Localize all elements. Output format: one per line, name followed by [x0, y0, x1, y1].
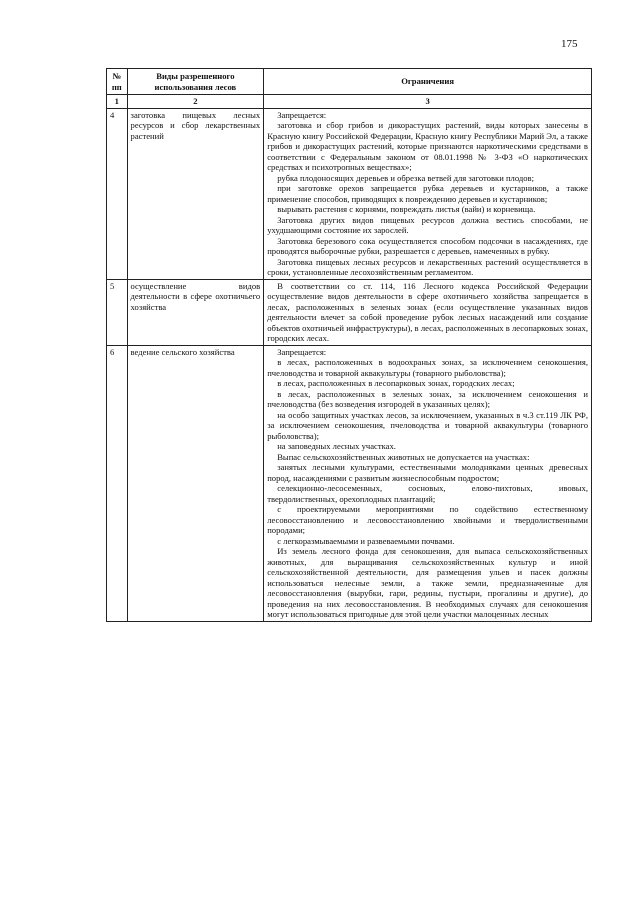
restriction-paragraph: рубка плодоносящих деревьев и обрезка ветвей для заготовки плодов;: [277, 172, 535, 183]
restriction-paragraph: в лесах, расположенных в лесопарковых зонах, городских лесах;: [277, 378, 515, 388]
row-number: 5: [107, 279, 128, 345]
restriction-paragraph: Заготовка березового сока осуществляется способом подсочки в насаждениях, где проводятся выборочные рубки, разрешается с деревьев, намеченных в рубку.: [267, 235, 588, 256]
restrictions-table: [106, 68, 592, 622]
restriction-paragraph: Заготовка пищевых лесных ресурсов и лекарственных растений осуществляется в сроки, установленные лесохозяйственным регламентом.: [267, 256, 588, 277]
column-number: 1: [107, 95, 128, 109]
table-header-row: [107, 69, 592, 95]
use-kind: заготовка пищевых лесных ресурсов и сбор лекарственных растений: [127, 108, 264, 279]
table-row: [107, 345, 592, 621]
use-kind: осуществление видов деятельности в сфере охотничьего хозяйства: [127, 279, 264, 345]
restriction-paragraph: в лесах, расположенных в водоохраных зонах, за исключением сенокошения, пчеловодства и товарной аквакультуры (товарного рыболовства);: [267, 357, 588, 378]
restriction-paragraph: вырывать растения с корнями, повреждать листья (вайи) и корневища.: [277, 204, 536, 214]
restriction-paragraph: занятых лесными культурами, естественными молодняками ценных древесных пород, насаждениями с развитым жизнеспособным подростом;: [267, 462, 588, 483]
restriction-paragraph: селекционно-лесосеменных, сосновых, елово-пихтовых, ивовых, твердолиственных, орехоплодных плантаций;: [267, 483, 588, 504]
restriction-paragraph: В соответствии со ст. 114, 116 Лесного кодекса Российской Федерации осуществление видов деятельности в сфере охотничьего хозяйства запрещается в лесах, расположенных в зеленых зонах (если осуществление указанных видов деятельности влечет за собой проведение рубок лесных насаждений или создание объектов охотничьей инфраструктуры), в лесах, расположенных в лесопарковых зонах, городских лесах.: [267, 280, 588, 343]
table-body: [107, 108, 592, 621]
header-kind: Виды разрешенного использования лесов: [127, 69, 264, 95]
restriction-paragraph: на заповедных лесных участках.: [277, 441, 396, 451]
restriction-paragraph: Запрещается:: [277, 346, 327, 357]
table-row: [107, 108, 592, 279]
restrictions-cell: [264, 345, 592, 621]
restriction-paragraph: в лесах, расположенных в зеленых зонах, за исключением сенокошения и пчеловодства (без возведения изгородей в указанных целях);: [267, 388, 588, 409]
use-kind: ведение сельского хозяйства: [127, 345, 264, 621]
restrictions-cell: [264, 108, 592, 279]
restriction-paragraph: Заготовка других видов пищевых ресурсов должна вестись способами, не ухудшающими состояние их зарослей.: [267, 214, 588, 235]
restriction-paragraph: на особо защитных участках лесов, за исключением, указанных в ч.3 ст.119 ЛК РФ, за исключением сенокошения, пчеловодства и товарной аквакультуры (товарного рыболовства);: [267, 409, 588, 441]
row-number: 6: [107, 345, 128, 621]
restrictions-cell: [264, 279, 592, 345]
header-number: № пп: [107, 69, 128, 95]
column-number: 3: [264, 95, 592, 109]
table-row: [107, 279, 592, 345]
header-restrictions: Ограничения: [264, 69, 592, 95]
column-number-row: [107, 95, 592, 109]
page-number: 175: [561, 38, 578, 50]
restriction-paragraph: с легкоразмываемыми и развеваемыми почвами.: [277, 535, 455, 546]
restriction-paragraph: Из земель лесного фонда для сенокошения, для выпаса сельскохозяйственных животных, для выращивания сельскохозяйственных культур и иной сельскохозяйственной деятельности, для размещения ульев и пасек должны использоваться нелесные земли, а также земли, предназначенные для лесовосстановления (вырубки, гари, редины, пустыри, прогалины и другие), до проведения на них лесовосстановления. В необходимых случаях для сенокошения могут использоваться пригодные для этой цели участки малоценных лесных: [267, 546, 588, 619]
row-number: 4: [107, 108, 128, 279]
restriction-paragraph: Выпас сельскохозяйственных животных не допускается на участках:: [277, 451, 530, 462]
restriction-paragraph: заготовка и сбор грибов и дикорастущих растений, виды которых занесены в Красную книгу Российской Федерации, Красную книгу Республики Марий Эл, а также грибов и дикорастущих растений, которые признаются наркотическими средствами в соответствии с Федеральным законом от 08.01.1998 № 3-ФЗ «О наркотических средствах и психотропных веществах»;: [267, 120, 588, 172]
column-number: 2: [127, 95, 264, 109]
restriction-paragraph: Запрещается:: [277, 109, 327, 120]
restriction-paragraph: при заготовке орехов запрещается рубка деревьев и кустарников, а также применение способов, приводящих к повреждению деревьев и кустарников;: [267, 183, 588, 204]
restriction-paragraph: с проектируемыми мероприятиями по содействию естественному лесовосстановлению и лесовосстановлению хвойными и твердолиственными породами;: [267, 504, 588, 535]
